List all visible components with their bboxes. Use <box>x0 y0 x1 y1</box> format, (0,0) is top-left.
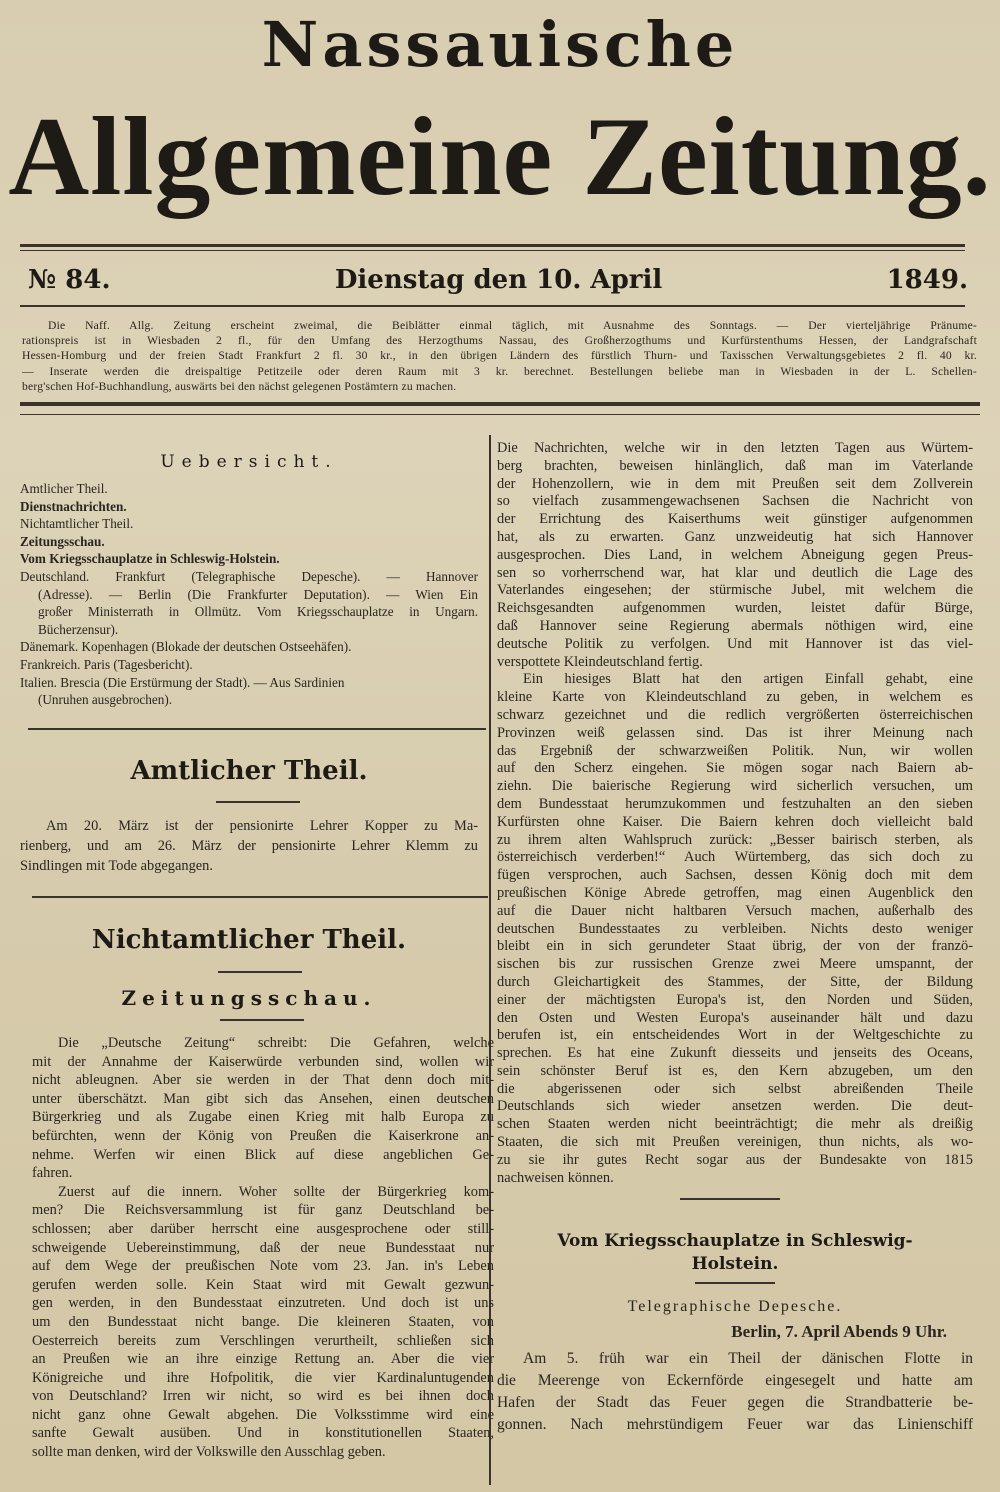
review-line: schlossen; aber darüber herrscht eine ausgesprochene oder still- <box>32 1220 494 1237</box>
dateline <box>28 262 968 298</box>
notice-line: berg'schen Hof-Buchhandlung, auswärts bei den nächst gelegenen Postämtern zu machen. <box>22 379 457 393</box>
article-line: bleibt ein in sich gerundeter Staat übrig, der von der franzö- <box>497 938 973 955</box>
review-line: sollte man denken, wird der Volkswille den Ausschlag geben. <box>32 1444 386 1461</box>
overview-item: Zeitungsschau. <box>20 533 105 549</box>
article-line: hat, als zu erwarten. Ganz unzweideutig hat sich Hannover <box>497 528 973 545</box>
telegraph-dateline: Berlin, 7. April Abends 9 Uhr. <box>731 1322 947 1341</box>
short-rule <box>680 1198 780 1200</box>
review-line: mit der Annahme der Kaiserwürde verbunden sind, wollen wir <box>32 1053 494 1070</box>
article-line: sischen bis zur russischen Grenze zwei Meere umspannt, der <box>497 956 973 973</box>
overview-item: Amtlicher Theil. <box>20 481 108 496</box>
divider <box>20 402 980 406</box>
article-text <box>497 440 973 1187</box>
overview-item: Deutschland. Frankfurt (Telegraphische Depesche). — Hannover <box>20 568 478 584</box>
official-text <box>20 816 478 876</box>
review-line: Bürgerkrieg und als Zugabe einen Krieg mit halb Europa zu <box>32 1109 494 1126</box>
article-line: ausgesprochen. Dies Land, in welchem Abneigung gegen Preus- <box>497 546 973 563</box>
article-line: Kurfürsten ohne Kaiser. Die Baiern kehren doch vielleicht bald <box>497 813 973 830</box>
overview-item: (Adresse). — Berlin (Die Frankfurter Deputation). — Wien Ein <box>38 586 478 602</box>
article-line: der Hohenzollern, wie in dem mit Preußen seit dem Zollverein <box>497 475 973 492</box>
review-line: Königreiche und ihre Hofpolitik, die vier Kardinaluntugenden <box>32 1369 494 1386</box>
article-line: kleine Karte von Kleindeutschland zu geben, in welchem es <box>497 689 973 706</box>
review-line: Die „Deutsche Zeitung“ schreibt: Die Gefahren, welche <box>58 1035 494 1051</box>
telegraph-line: Hafen der Stadt das Feuer gegen die Strandbatterie be- <box>497 1394 973 1411</box>
article-line: österreichisch verderben!“ Auch Würtemberg, das sich doch zu <box>497 849 973 866</box>
issue-number: № 84. <box>28 265 111 295</box>
telegraph-line: gonnen. Nach mehrstündigem Feuer war das Linienschiff <box>497 1416 973 1433</box>
overview-item: (Unruhen ausgebrochen). <box>38 692 173 708</box>
overview-list <box>20 480 478 709</box>
overview-item: Frankreich. Paris (Tagesbericht). <box>20 656 193 672</box>
article-line: zu ihrem alten Wahlspruch zurück: „Besser bairisch sterben, als <box>497 831 973 848</box>
article-line: fügen versprochen, auch Sachsen, dessen König doch mit dem <box>497 867 973 884</box>
article-line: berufen ist, ein entscheidendes Wort in der Weltgeschichte zu <box>497 1027 973 1044</box>
review-line: nicht ableugnen. Aber sie werden in der That denn doch mit- <box>32 1072 494 1089</box>
overview-title: Uebersicht. <box>160 452 338 472</box>
article-line: auf die Dauer nicht haltbaren Versuch machen, außerhalb des <box>497 902 973 919</box>
article-line: so vielfach zusammengewachsenen Sachsen die Nachricht von <box>497 493 973 510</box>
masthead-title: Allgemeine Zeitung. <box>8 95 992 219</box>
review-line: um den Bundesstaat nicht bange. Die kleineren Staaten, von <box>32 1313 494 1330</box>
telegraph-line: Am 5. früh war ein Theil der dänischen Flotte in <box>523 1350 973 1367</box>
review-line: befürchten, wenn der König von Preußen die Kaiserkrone an- <box>32 1127 494 1144</box>
official-section-title: Amtlicher Theil. <box>130 756 368 786</box>
review-line: gen werden, in den Bundesstaat einzutreten. Und doch ist uns <box>32 1295 494 1312</box>
article-line: sen so vorherrschend war, hat klar und deutlich die Lage des <box>497 564 973 581</box>
review-line: Zuerst auf die innern. Woher sollte der Bürgerkrieg kom- <box>58 1183 494 1200</box>
review-line: sanfte Gewalt ausüben. Und in konstitutionellen Staaten, <box>32 1425 494 1442</box>
review-line: an Preußen wie an ihre einzige Rettung an. Aber die vier <box>32 1351 494 1368</box>
overview-item: Italien. Brescia (Die Erstürmung der Stadt). — Aus Sardinien <box>20 674 345 690</box>
article-line: zu sie ihr gutes Recht sogar aus der Bundesakte von 1815 <box>497 1151 973 1168</box>
article-line: einer der mächtigsten Europa's ist, den Norden und Süden, <box>497 991 973 1008</box>
article-line: ziehn. Die baierische Regierung wird sicherlich versuchen, um <box>497 778 973 795</box>
article-line: durch Gleichartigkeit des Stammes, der Sitte, der Bildung <box>497 973 973 990</box>
article-line: Reichsgesandten aufgenommen wurden, leistet dafür Bürge, <box>497 600 973 617</box>
divider <box>20 305 965 307</box>
telegraph-subhead: Telegraphische Depesche. <box>627 1298 843 1315</box>
overview-item: Dänemark. Kopenhagen (Blokade der deutschen Ostseehäfen). <box>20 639 352 655</box>
short-rule <box>695 1282 775 1284</box>
notice-line: — Inserate werden die dreispaltige Petitzeile oder deren Raum mit 3 kr. berechnet. Bestellungen beliebe man in Wiesbaden in der L. Schellen- <box>22 364 977 378</box>
article-line: preußischen Könige Abrede getroffen, mag einen Augenblick den <box>497 884 973 901</box>
overview-item: Vom Kriegsschauplatze in Schleswig-Holstein. <box>20 551 280 567</box>
article-line: schen Staaten werden nicht beeinträchtigt; die mehr als dreißig <box>497 1116 973 1133</box>
article-line: der Errichtung des Kaiserthums weit günstiger aufgenommen <box>497 511 973 528</box>
telegraph-line: die Meerenge von Eckernförde eingesegelt und hatte am <box>497 1372 973 1389</box>
article-line: verspottete Kleindeutschland fertig. <box>497 653 703 670</box>
subscription-notice <box>22 318 977 394</box>
article-line: den Osten und Westen Europa's auseinander hält und dazu <box>497 1009 973 1026</box>
review-line: men? Die Reichsversammlung ist für ganz Deutschland be- <box>32 1202 494 1219</box>
unofficial-section-title: Nichtamtlicher Theil. <box>91 925 407 955</box>
divider <box>20 414 980 415</box>
article-line: schwarz gezeichnet und die redlich vergrößerten österreichischen <box>497 706 973 723</box>
issue-year: 1849. <box>886 265 968 295</box>
issue-date: Dienstag den 10. April <box>334 265 663 295</box>
notice-line: Die Naff. Allg. Zeitung erscheint zweimal, die Beiblätter einmal täglich, mit Ausnahme des Sonntags. — Der vierteljährige Pränume- <box>48 319 977 332</box>
divider <box>32 896 488 898</box>
article-line: Die Nachrichten, welche wir in den letzten Tagen aus Würtem- <box>497 440 973 456</box>
article-line: deutsche Politik zu verfolgen. Und mit Hannover ist das viel- <box>497 635 973 652</box>
notice-line: rationspreis ist in Wiesbaden 2 fl., für den Umfang des Herzogthums Nassau, des Großherzogthums und Kurfürstenthums Hessen, der Landgrafschaft <box>22 334 977 348</box>
divider <box>20 250 965 251</box>
overview-item: großer Ministerrath in Ollmütz. Vom Kriegsschauplatze in Ungarn. <box>38 604 478 620</box>
article-line: sein schönster Beruf ist es, den Kern abzugeben, um den <box>497 1062 973 1079</box>
review-line: fahren. <box>32 1165 73 1182</box>
article-line: das Ergebniß der schwarzweißen Politik. Nun, wir wollen <box>497 742 973 759</box>
article-line: Staaten, die sich mit Preußen vereinigen, thun nichts, als wo- <box>497 1134 973 1151</box>
divider <box>28 728 486 730</box>
short-rule <box>216 801 300 803</box>
article-line: Ein hiesiges Blatt hat den artigen Einfall gehabt, eine <box>523 671 973 688</box>
official-line: Am 20. März ist der pensionirte Lehrer Kopper zu Ma- <box>46 818 478 834</box>
article-line: daß Hannover seine Regierung abermals nöthigen wird, eine <box>497 617 973 634</box>
review-line: unter überschätzt. Man gibt sich das Ansehen, einen deutschen <box>32 1090 494 1107</box>
article-line: sprechen. Es hat eine Zukunft diesseits und jenseits des Oceans, <box>497 1045 973 1062</box>
review-line: Oesterreich bereits zum Verschlingen verurtheilt, schließen sich <box>32 1332 494 1349</box>
masthead-line1: Nassauische <box>261 8 739 81</box>
review-line: gerufen werden solle. Kein Staat wird mit Gewalt gezwun- <box>32 1276 494 1293</box>
overview-item: Bücherzensur). <box>38 621 119 637</box>
article-line: berg brachten, beweisen hinlänglich, daß man im Vaterlande <box>497 457 973 474</box>
review-line: nehme. Werfen wir einen Blick auf diese angeblichen Ge- <box>32 1146 494 1163</box>
review-line: schweigende Uebereinstimmung, daß der neue Bundesstaat nur <box>32 1239 494 1256</box>
official-line: Sindlingen mit Tode abgegangen. <box>20 858 213 874</box>
official-line: rienberg, und am 26. März der pensionirte Lehrer Klemm zu <box>20 838 478 854</box>
article-line: auf den Scherz eingehen. Sie mögen sogar nach Baiern ab- <box>497 760 973 777</box>
overview-item: Nichtamtlicher Theil. <box>20 516 134 532</box>
newspaper-review-title: Zeitungsschau. <box>121 986 377 1010</box>
divider <box>20 244 965 247</box>
war-section-title <box>497 1230 973 1276</box>
review-line: auf dem Wege der preußischen Note vom 23. Jan. in's Leben <box>32 1258 494 1275</box>
review-line: nicht ganz ohne Gewalt abgehen. Die Volksstimme wird eine <box>32 1406 494 1423</box>
short-rule <box>218 971 302 973</box>
notice-line: Hessen-Homburg und der freien Stadt Frankfurt 2 fl. 30 kr., in den übrigen Ländern des fürstlich Thurn- und Taxisschen Verwaltungsgebietes 2 fl. 40 kr. <box>22 349 977 363</box>
review-line: von Deutschland? Irren wir nicht, so wird es bei ihnen doch <box>32 1388 494 1405</box>
telegraph-text <box>497 1348 973 1436</box>
war-title-line2: Holstein. <box>691 1254 779 1274</box>
article-line: Vaterlandes eingesehen; der stürmische Jubel, mit welchem die <box>497 582 973 599</box>
article-line: dem Bundesstaat herumzukommen und festzuhalten an den sieben <box>497 795 973 812</box>
article-line: deutschen Bundesstaates zu verbleiben. Nichts desto weniger <box>497 920 973 937</box>
article-line: die abgerissenen oder sich selbst abreißenden Theile <box>497 1080 973 1097</box>
article-line: nachweisen können. <box>497 1169 614 1186</box>
article-line: Deutschlands sich wieder ansetzen werden. Die deut- <box>497 1098 973 1115</box>
newspaper-review-text <box>32 1034 494 1462</box>
short-rule <box>220 1019 304 1021</box>
article-line: Provinzen weiß gelassen sind. Das ist ihrer Meinung nach <box>497 724 973 741</box>
overview-item: Dienstnachrichten. <box>20 498 127 514</box>
war-title-line1: Vom Kriegsschauplatze in Schleswig- <box>557 1231 913 1251</box>
